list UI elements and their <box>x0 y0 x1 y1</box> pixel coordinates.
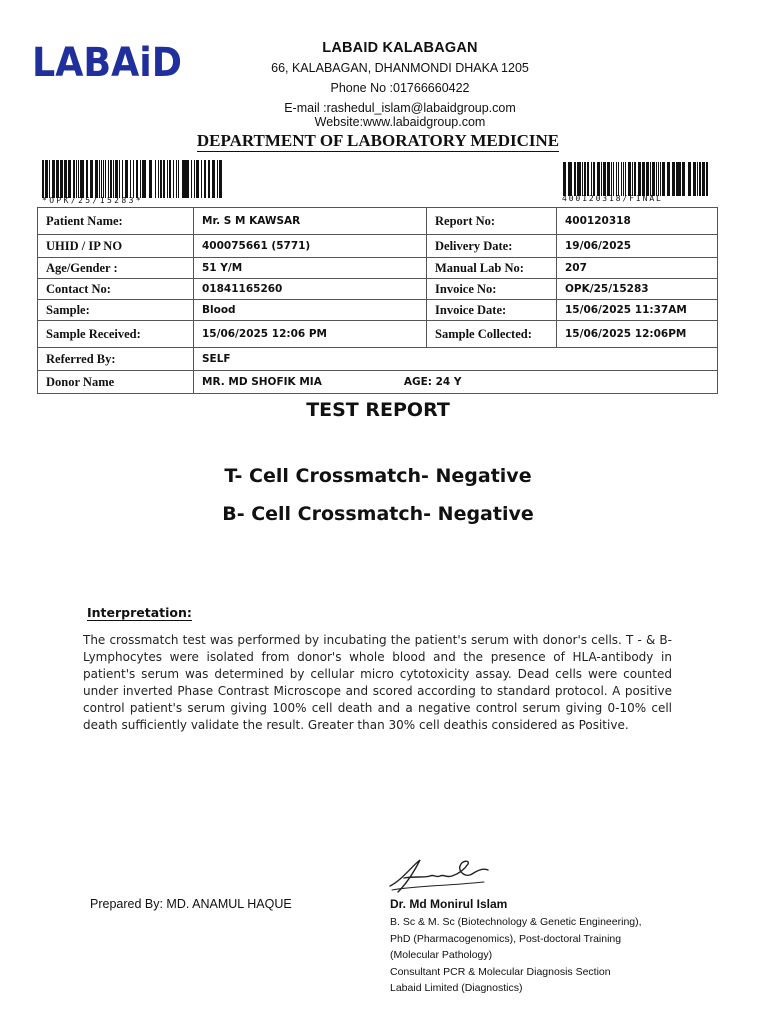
barcode-bar <box>69 160 71 198</box>
doctor-signature <box>384 852 494 898</box>
barcode-bar <box>81 160 84 198</box>
barcode-bar <box>676 162 678 196</box>
table-row <box>38 235 718 258</box>
barcode-bar <box>105 160 106 198</box>
barcode-bar <box>110 160 111 198</box>
barcode-bar <box>90 160 93 198</box>
barcode-bar <box>682 162 685 196</box>
doctor-credential: Consultant PCR & Molecular Diagnosis Section <box>390 965 611 978</box>
barcode-bar <box>697 162 698 196</box>
sample-collected-label: Sample Collected: <box>427 321 557 348</box>
b-cell-result: B- Cell Crossmatch- Negative <box>222 503 534 525</box>
sample-label: Sample: <box>38 300 194 321</box>
barcode-bar <box>126 160 128 198</box>
barcode-bar <box>160 160 162 198</box>
lab-name: LABAID KALABAGAN <box>322 40 478 56</box>
barcode-bar <box>60 160 61 198</box>
barcode-bar <box>158 160 159 198</box>
barcode-bar <box>186 160 189 198</box>
invoice-barcode-text: *OPK/25/15283* <box>42 196 144 205</box>
donor-name-cell <box>194 371 718 394</box>
barcode-bar <box>607 162 608 196</box>
barcode-bar <box>173 160 174 198</box>
barcode-bar <box>650 162 651 196</box>
barcode-bar <box>130 160 131 198</box>
labaid-logo <box>32 38 184 84</box>
barcode-bar <box>99 160 100 198</box>
barcode-bar <box>113 160 114 198</box>
contact-value: 01841165260 <box>194 279 427 300</box>
barcode-bar <box>76 160 77 198</box>
invoice-no-label: Invoice No: <box>427 279 557 300</box>
barcode-bar <box>706 162 707 196</box>
barcode-bar <box>621 162 622 196</box>
table-row <box>38 300 718 321</box>
sample-collected-value: 15/06/2025 12:06PM <box>557 321 718 348</box>
doctor-name: Dr. Md Monirul Islam <box>390 897 508 911</box>
barcode-bar <box>136 160 138 198</box>
prepared-by: Prepared By: MD. ANAMUL HAQUE <box>90 897 292 911</box>
barcode-bar <box>604 162 606 196</box>
invoice-barcode-bars <box>42 160 222 198</box>
patient-info-table <box>37 207 718 394</box>
age-gender-label: Age/Gender : <box>38 258 194 279</box>
barcode-bar <box>208 160 210 198</box>
donor-name-label: Donor Name <box>38 371 194 394</box>
delivery-date-value: 19/06/2025 <box>557 235 718 258</box>
barcode-bar <box>115 160 118 198</box>
invoice-barcode <box>42 160 222 205</box>
barcode-bar <box>183 160 186 198</box>
barcode-bar <box>140 160 141 198</box>
barcode-bar <box>642 162 643 196</box>
barcode-bar <box>150 160 152 198</box>
barcode-bar <box>577 162 579 196</box>
barcode-bar <box>194 160 195 198</box>
barcode-bar <box>219 160 222 198</box>
barcode-bar <box>169 160 171 198</box>
barcode-bar <box>693 162 696 196</box>
table-row <box>38 258 718 279</box>
barcode-bar <box>625 162 626 196</box>
uhid-value: 400075661 (5771) <box>194 235 427 258</box>
barcode-bar <box>587 162 589 196</box>
barcode-bar <box>582 162 583 196</box>
barcode-bar <box>68 160 69 198</box>
barcode-bar <box>707 162 708 196</box>
table-row <box>38 208 718 235</box>
barcode-bar <box>574 162 576 196</box>
manual-lab-value: 207 <box>557 258 718 279</box>
barcode-bar <box>643 162 644 196</box>
barcode-bar <box>584 162 586 196</box>
doctor-credential: Labaid Limited (Diagnostics) <box>390 982 523 995</box>
table-row <box>38 321 718 348</box>
age-gender-value: 51 Y/M <box>194 258 427 279</box>
barcode-bar <box>608 162 609 196</box>
barcode-bar <box>662 162 665 196</box>
barcode-bar <box>111 160 112 198</box>
barcode-bar <box>155 160 156 198</box>
barcode-bar <box>672 162 675 196</box>
report-no-value: 400120318 <box>557 208 718 235</box>
report-title: TEST REPORT <box>306 399 450 421</box>
barcode-bar <box>125 160 126 198</box>
sample-received-value: 15/06/2025 12:06 PM <box>194 321 427 348</box>
barcode-bar <box>646 162 649 196</box>
barcode-bar <box>212 160 215 198</box>
invoice-date-value: 15/06/2025 11:37AM <box>557 300 718 321</box>
table-row <box>38 279 718 300</box>
barcode-bar <box>96 160 98 198</box>
contact-label: Contact No: <box>38 279 194 300</box>
barcode-bar <box>52 160 55 198</box>
barcode-bar <box>699 162 701 196</box>
barcode-bar <box>122 160 123 198</box>
barcode-bar <box>660 162 661 196</box>
report-barcode-text: 400120318/FINAL <box>562 194 663 203</box>
table-row <box>38 348 718 371</box>
barcode-bar <box>638 162 641 196</box>
referred-by-value: SELF <box>194 348 718 371</box>
barcode-bar <box>702 162 705 196</box>
barcode-bar <box>609 162 610 196</box>
doctor-credential: B. Sc & M. Sc (Biotechnology & Genetic Engineering), <box>390 916 642 928</box>
barcode-bar <box>569 162 572 196</box>
barcode-bar <box>618 162 619 196</box>
report-barcode-bars <box>562 162 710 196</box>
barcode-bar <box>95 160 96 198</box>
barcode-bar <box>56 160 59 198</box>
barcode-bar <box>688 162 691 196</box>
barcode-bar <box>149 160 150 198</box>
barcode-bar <box>191 160 192 198</box>
interpretation-text: The crossmatch test was performed by incubating the patient's serum with donor's cells. T - & B-Lymphocytes were isolated from donor's whole blood and the presence of HLA-antibody in patient's serum was determined by cellular micro cytotoxicity assay. Dead cells were counted under inverted Phase Contrast Microscope and scored according to standard protocol. A positive control patient's serum giving 100% cell death and a negative control serum giving 0-10% cell death sufficiently validate the result. Greater than 30% cell deathis considered as Positive. <box>83 633 672 732</box>
barcode-bar <box>591 162 592 196</box>
barcode-bar <box>163 160 165 198</box>
invoice-date-label: Invoice Date: <box>427 300 557 321</box>
department-title: DEPARTMENT OF LABORATORY MEDICINE <box>196 131 560 150</box>
donor-name-value: MR. MD SHOFIK MIA <box>202 376 322 388</box>
barcode-bar <box>601 162 602 196</box>
delivery-date-label: Delivery Date: <box>427 235 557 258</box>
barcode-bar <box>634 162 636 196</box>
barcode-bar <box>597 162 600 196</box>
sample-value: Blood <box>194 300 427 321</box>
barcode-bar <box>42 160 44 198</box>
barcode-bar <box>204 160 206 198</box>
doctor-credential: (Molecular Pathology) <box>390 949 493 962</box>
barcode-bar <box>667 162 670 196</box>
barcode-bar <box>201 160 202 198</box>
sample-received-label: Sample Received: <box>38 321 194 348</box>
barcode-bar <box>196 160 199 198</box>
barcode-bar <box>579 162 581 196</box>
barcode-bar <box>217 160 218 198</box>
barcode-bar <box>632 162 633 196</box>
lab-address: 66, KALABAGAN, DHANMONDI DHAKA 1205 <box>271 61 529 75</box>
lab-contact: E-mail :rashedul_islam@labaidgroup.com Website:www.labaidgroup.com <box>284 101 516 129</box>
barcode-bar <box>603 162 604 196</box>
barcode-bar <box>658 162 659 196</box>
barcode-bar <box>49 160 50 198</box>
barcode-bar <box>61 160 63 198</box>
barcode-bar <box>568 162 569 196</box>
barcode-bar <box>623 162 624 196</box>
barcode-bar <box>611 162 612 196</box>
barcode-bar <box>108 160 109 198</box>
barcode-bar <box>144 160 146 198</box>
barcode-bar <box>133 160 134 198</box>
barcode-bar <box>593 162 595 196</box>
donor-age-value: AGE: 24 Y <box>403 376 462 388</box>
interpretation-heading: Interpretation: <box>87 605 192 620</box>
barcode-bar <box>628 162 631 196</box>
barcode-bar <box>652 162 655 196</box>
barcode-bar <box>45 160 48 198</box>
barcode-bar <box>86 160 88 198</box>
barcode-bar <box>644 162 645 196</box>
barcode-bar <box>182 160 183 198</box>
barcode-bar <box>78 160 79 198</box>
doctor-block <box>390 897 642 997</box>
barcode-bar <box>678 162 681 196</box>
doctor-credential: PhD (Pharmacogenomics), Post-doctoral Training <box>390 932 622 945</box>
barcode-bar <box>563 162 566 196</box>
invoice-no-value: OPK/25/15283 <box>557 279 718 300</box>
uhid-label: UHID / IP NO <box>38 235 194 258</box>
svg-text:LABAiD: LABAiD <box>32 40 182 84</box>
barcode-bar <box>613 162 614 196</box>
manual-lab-label: Manual Lab No: <box>427 258 557 279</box>
barcode-bar <box>80 160 81 198</box>
barcode-bar <box>178 160 179 198</box>
barcode-bar <box>103 160 104 198</box>
report-barcode <box>562 162 710 203</box>
barcode-bar <box>73 160 75 198</box>
barcode-bar <box>64 160 67 198</box>
referred-by-label: Referred By: <box>38 348 194 371</box>
barcode-bar <box>167 160 168 198</box>
table-row <box>38 371 718 394</box>
lab-header <box>200 40 600 135</box>
barcode-bar <box>142 160 144 198</box>
patient-name-value: Mr. S M KAWSAR <box>194 208 427 235</box>
t-cell-result: T- Cell Crossmatch- Negative <box>224 465 532 487</box>
report-no-label: Report No: <box>427 208 557 235</box>
barcode-bar <box>616 162 617 196</box>
barcode-bar <box>176 160 177 198</box>
barcode-bar <box>101 160 102 198</box>
barcode-bar <box>656 162 657 196</box>
barcode-bar <box>119 160 120 198</box>
patient-name-label: Patient Name: <box>38 208 194 235</box>
lab-phone: Phone No :01766660422 <box>330 81 470 95</box>
